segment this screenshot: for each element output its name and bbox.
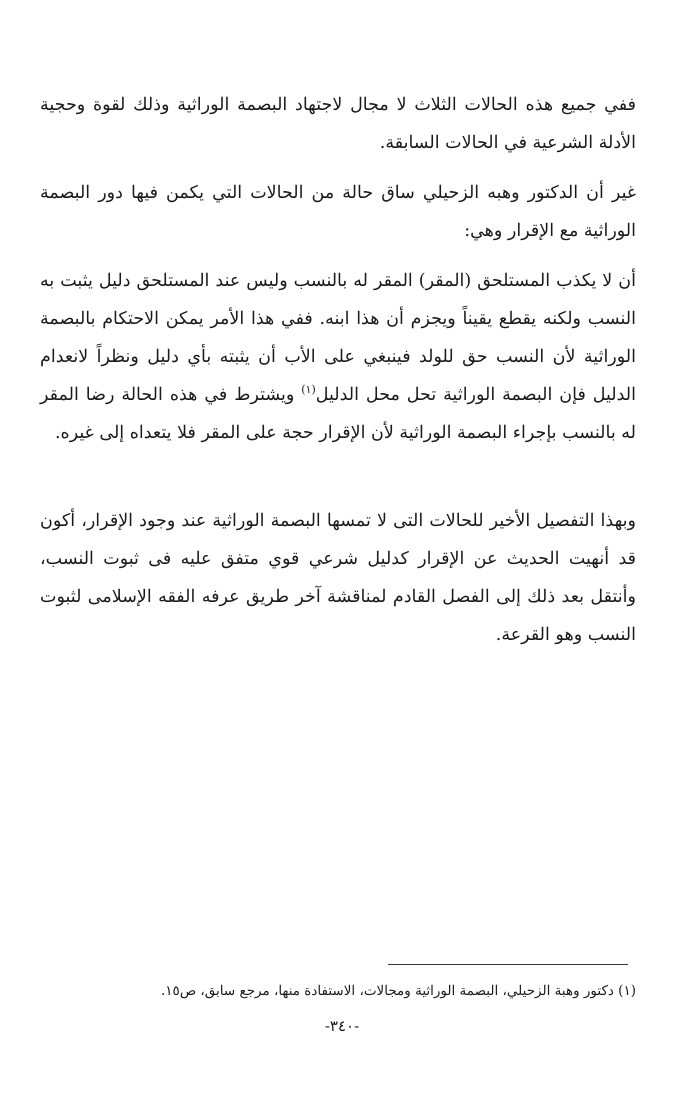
footnote-reference-mark[interactable]: (١) bbox=[301, 383, 316, 397]
page-number: -٣٤٠- bbox=[324, 1017, 360, 1035]
paragraph-text bbox=[40, 262, 636, 452]
paragraph-text-part: ويشترط في هذه الحالة رضا المقر له بالنسب بإجراء البصمة الوراثية لأن الإقرار حجة على المقر فلا يتعداه إلى غيره. bbox=[40, 385, 636, 443]
paragraph-text-part: أن لا يكذب المستلحق (المقر) المقر له بالنسب وليس عند المستلحق دليل يثبت به النسب ولكنه يقطع يقيناً ويجزم أن هذا ابنه. ففي هذا الأمر يمكن الاحتكام بالبصمة الوراثية لأن النسب حق للولد فينبغي على الأب أن يثبته بأي دليل ونظراً لانعدام الدليل فإن البصمة الوراثية تحل محل الدليل bbox=[40, 271, 636, 405]
body-paragraph-1 bbox=[40, 86, 636, 162]
body-paragraph-4 bbox=[40, 502, 636, 654]
paragraph-text: وبهذا التفصيل الأخير للحالات التى لا تمسها البصمة الوراثية عند وجود الإقرار، أكون قد أنهيت الحديث عن الإقرار كدليل شرعي قوي متفق عليه فى ثبوت النسب، وأنتقل بعد ذلك إلى الفصل القادم لمناقشة آخر طريق عرفه الفقه الإسلامى لثبوت النسب وهو القرعة. bbox=[40, 511, 636, 645]
paragraph-text: ففي جميع هذه الحالات الثلاث لا مجال لاجتهاد البصمة الوراثية وذلك لقوة وحجية الأدلة الشرعية في الحالات السابقة. bbox=[40, 95, 636, 153]
paragraph-text: غير أن الدكتور وهبه الزحيلي ساق حالة من الحالات التي يكمن فيها دور البصمة الوراثية مع الإقرار وهي: bbox=[40, 183, 636, 241]
footnote: (١) دكتور وهبة الزحيلي، البصمة الوراثية ومجالات، الاستفادة منها، مرجع سابق، ص١٥. bbox=[161, 983, 636, 999]
footnote-divider bbox=[388, 964, 628, 965]
body-paragraph-2 bbox=[40, 174, 636, 250]
body-paragraph-3 bbox=[40, 262, 636, 452]
